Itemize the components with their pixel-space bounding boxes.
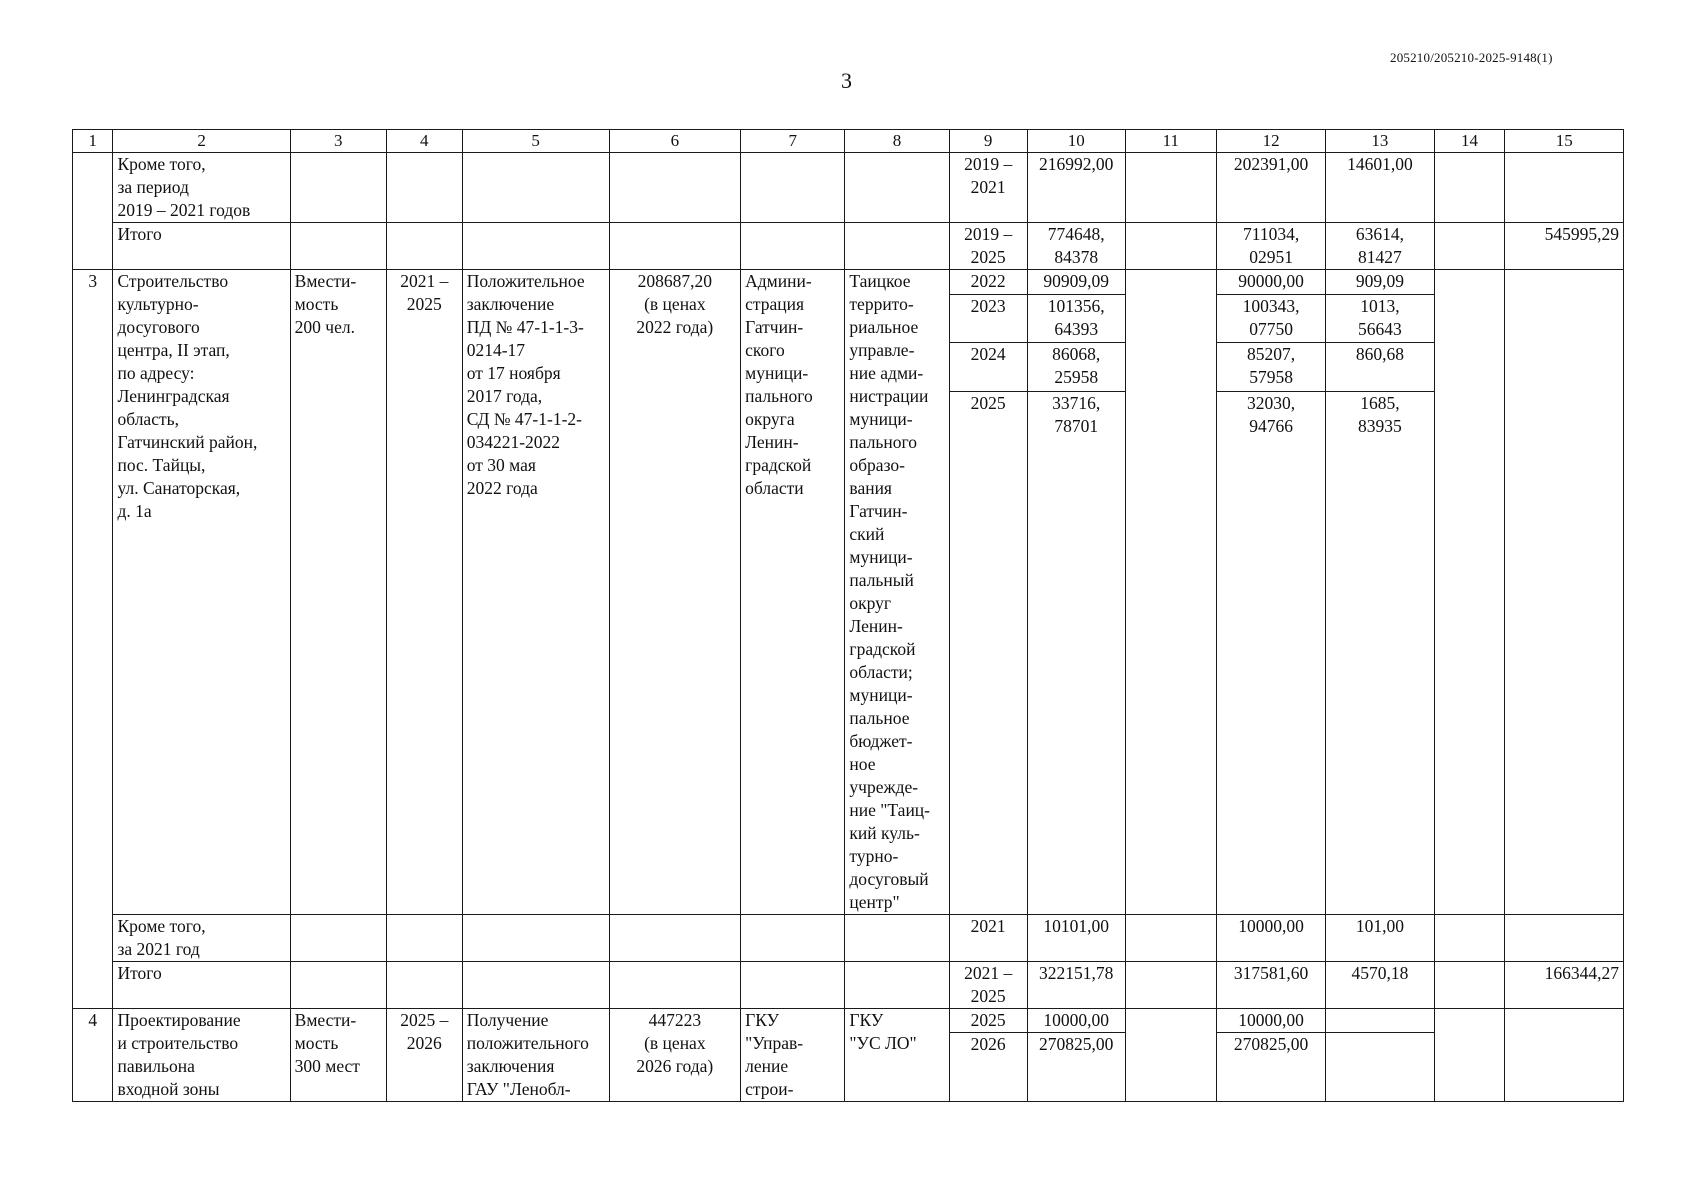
capacity-cell: Вмести- мость 200 чел. — [290, 270, 386, 915]
amount-cell: 317581,60 — [1216, 962, 1325, 1009]
conclusion-cell: Положительное заключение ПД № 47-1-1-3- 0214-17 от 17 ноября 2017 года, СД № 47-1-1-2- 034221-2022 от 30 мая 2022 года — [462, 270, 609, 915]
amount-cell: 33716, 78701 — [1027, 391, 1125, 439]
amount-cell: 322151,78 — [1027, 962, 1125, 1009]
amount-cell: 202391,00 — [1216, 153, 1325, 223]
column-number: 1 — [73, 130, 113, 153]
period-cell: 2019 – 2025 — [949, 223, 1027, 270]
column-number: 2 — [113, 130, 290, 153]
total-label: Итого — [113, 962, 290, 1009]
table-row — [73, 915, 1624, 962]
column-number: 6 — [609, 130, 741, 153]
year-cell: 2026 — [949, 1033, 1027, 1102]
customer-cell: ГКУ "Управ- ление строи- — [741, 1009, 845, 1102]
empty-cell — [1434, 1009, 1505, 1102]
total-label: Итого — [113, 223, 290, 270]
year-cell: 2023 — [949, 294, 1027, 342]
amount-cell: 1013, 56643 — [1326, 294, 1434, 342]
column-number: 13 — [1326, 130, 1434, 153]
column-number: 12 — [1216, 130, 1325, 153]
year-cell: 2025 — [949, 391, 1027, 439]
column-number: 15 — [1505, 130, 1624, 153]
budget-table — [72, 129, 1624, 1102]
row-number-cell: 4 — [73, 1009, 113, 1102]
amount-cell: 10000,00 — [1216, 915, 1325, 962]
period-cell: 2025 – 2026 — [386, 1009, 462, 1102]
amount-cell: 86068, 25958 — [1027, 343, 1125, 391]
column-number: 5 — [462, 130, 609, 153]
amount-cell: 101,00 — [1326, 915, 1434, 962]
row-number-cell: 3 — [73, 270, 113, 1009]
column-number: 11 — [1125, 130, 1216, 153]
cost-cell: 447223 (в ценах 2026 года) — [609, 1009, 741, 1102]
amount-cell: 10000,00 — [1027, 1009, 1125, 1033]
page-number: 3 — [841, 68, 852, 93]
amount-cell: 270825,00 — [1027, 1033, 1125, 1102]
amount-cell: 14601,00 — [1326, 153, 1434, 223]
budget-table-container — [72, 129, 1624, 1102]
empty-cell — [1326, 1033, 1434, 1102]
column-number: 3 — [290, 130, 386, 153]
empty-cell — [1125, 270, 1216, 915]
amount-cell: 100343, 07750 — [1216, 294, 1325, 342]
amount-cell: 774648, 84378 — [1027, 223, 1125, 270]
column-number: 7 — [741, 130, 845, 153]
amount-cell: 216992,00 — [1027, 153, 1125, 223]
amount-cell: 1685, 83935 — [1326, 391, 1434, 439]
executor-cell: Таицкое террито- риальное управле- ние адми- нистрации муници- пального образо- вания Гатчин- ский муници- пальный округ Ленин- градской области; муници- пальное бюджет- ное учрежде- ние "Таиц- кий куль- турно- досуговый центр" — [845, 270, 949, 915]
amount-cell: 32030, 94766 — [1216, 391, 1325, 439]
customer-cell: Админи- страция Гатчин- ского муници- пального округа Ленин- градской области — [741, 270, 845, 915]
empty-cell — [1125, 1009, 1216, 1102]
besides-label: Кроме того, за период 2019 – 2021 годов — [113, 153, 290, 223]
amount-cell: 10101,00 — [1027, 915, 1125, 962]
besides-label: Кроме того, за 2021 год — [113, 915, 290, 962]
amount-cell: 10000,00 — [1216, 1009, 1325, 1033]
amount-cell: 90000,00 — [1216, 270, 1325, 295]
column-number: 4 — [386, 130, 462, 153]
table-row — [73, 1009, 1624, 1033]
empty-cell — [1434, 270, 1505, 915]
cost-cell: 208687,20 (в ценах 2022 года) — [609, 270, 741, 915]
column-number: 9 — [949, 130, 1027, 153]
period-cell: 2021 — [949, 915, 1027, 962]
amount-cell: 909,09 — [1326, 270, 1434, 295]
table-row — [73, 270, 1624, 295]
column-number: 10 — [1027, 130, 1125, 153]
column-number: 8 — [845, 130, 949, 153]
amount-cell: 4570,18 — [1326, 962, 1434, 1009]
amount-cell: 101356, 64393 — [1027, 294, 1125, 342]
table-row — [73, 153, 1624, 223]
empty-cell — [1505, 270, 1624, 915]
column-number-row — [73, 130, 1624, 153]
document-number: 205210/205210-2025-9148(1) — [1390, 50, 1553, 65]
amount-cell: 166344,27 — [1505, 962, 1624, 1009]
object-name-cell: Проектирование и строительство павильона входной зоны — [113, 1009, 290, 1102]
conclusion-cell: Получение положительного заключения ГАУ "Ленобл- — [462, 1009, 609, 1102]
table-row — [73, 962, 1624, 1009]
object-name-cell: Строительство культурно- досугового центра, II этап, по адресу: Ленинградская область, Гатчинский район, пос. Тайцы, ул. Санаторская, д. 1а — [113, 270, 290, 915]
empty-cell — [1326, 1009, 1434, 1033]
empty-cell — [1505, 1009, 1624, 1102]
table-row — [73, 223, 1624, 270]
amount-cell: 860,68 — [1326, 343, 1434, 391]
capacity-cell: Вмести- мость 300 мест — [290, 1009, 386, 1102]
year-cell: 2022 — [949, 270, 1027, 295]
amount-cell: 270825,00 — [1216, 1033, 1325, 1102]
column-number: 14 — [1434, 130, 1505, 153]
executor-cell: ГКУ "УС ЛО" — [845, 1009, 949, 1102]
row-number-cell — [73, 153, 113, 270]
year-cell: 2024 — [949, 343, 1027, 391]
amount-cell: 545995,29 — [1505, 223, 1624, 270]
period-cell: 2021 – 2025 — [949, 962, 1027, 1009]
period-cell: 2021 – 2025 — [386, 270, 462, 915]
period-cell: 2019 – 2021 — [949, 153, 1027, 223]
amount-cell: 63614, 81427 — [1326, 223, 1434, 270]
amount-cell: 90909,09 — [1027, 270, 1125, 295]
amount-cell: 711034, 02951 — [1216, 223, 1325, 270]
amount-cell: 85207, 57958 — [1216, 343, 1325, 391]
year-cell: 2025 — [949, 1009, 1027, 1033]
